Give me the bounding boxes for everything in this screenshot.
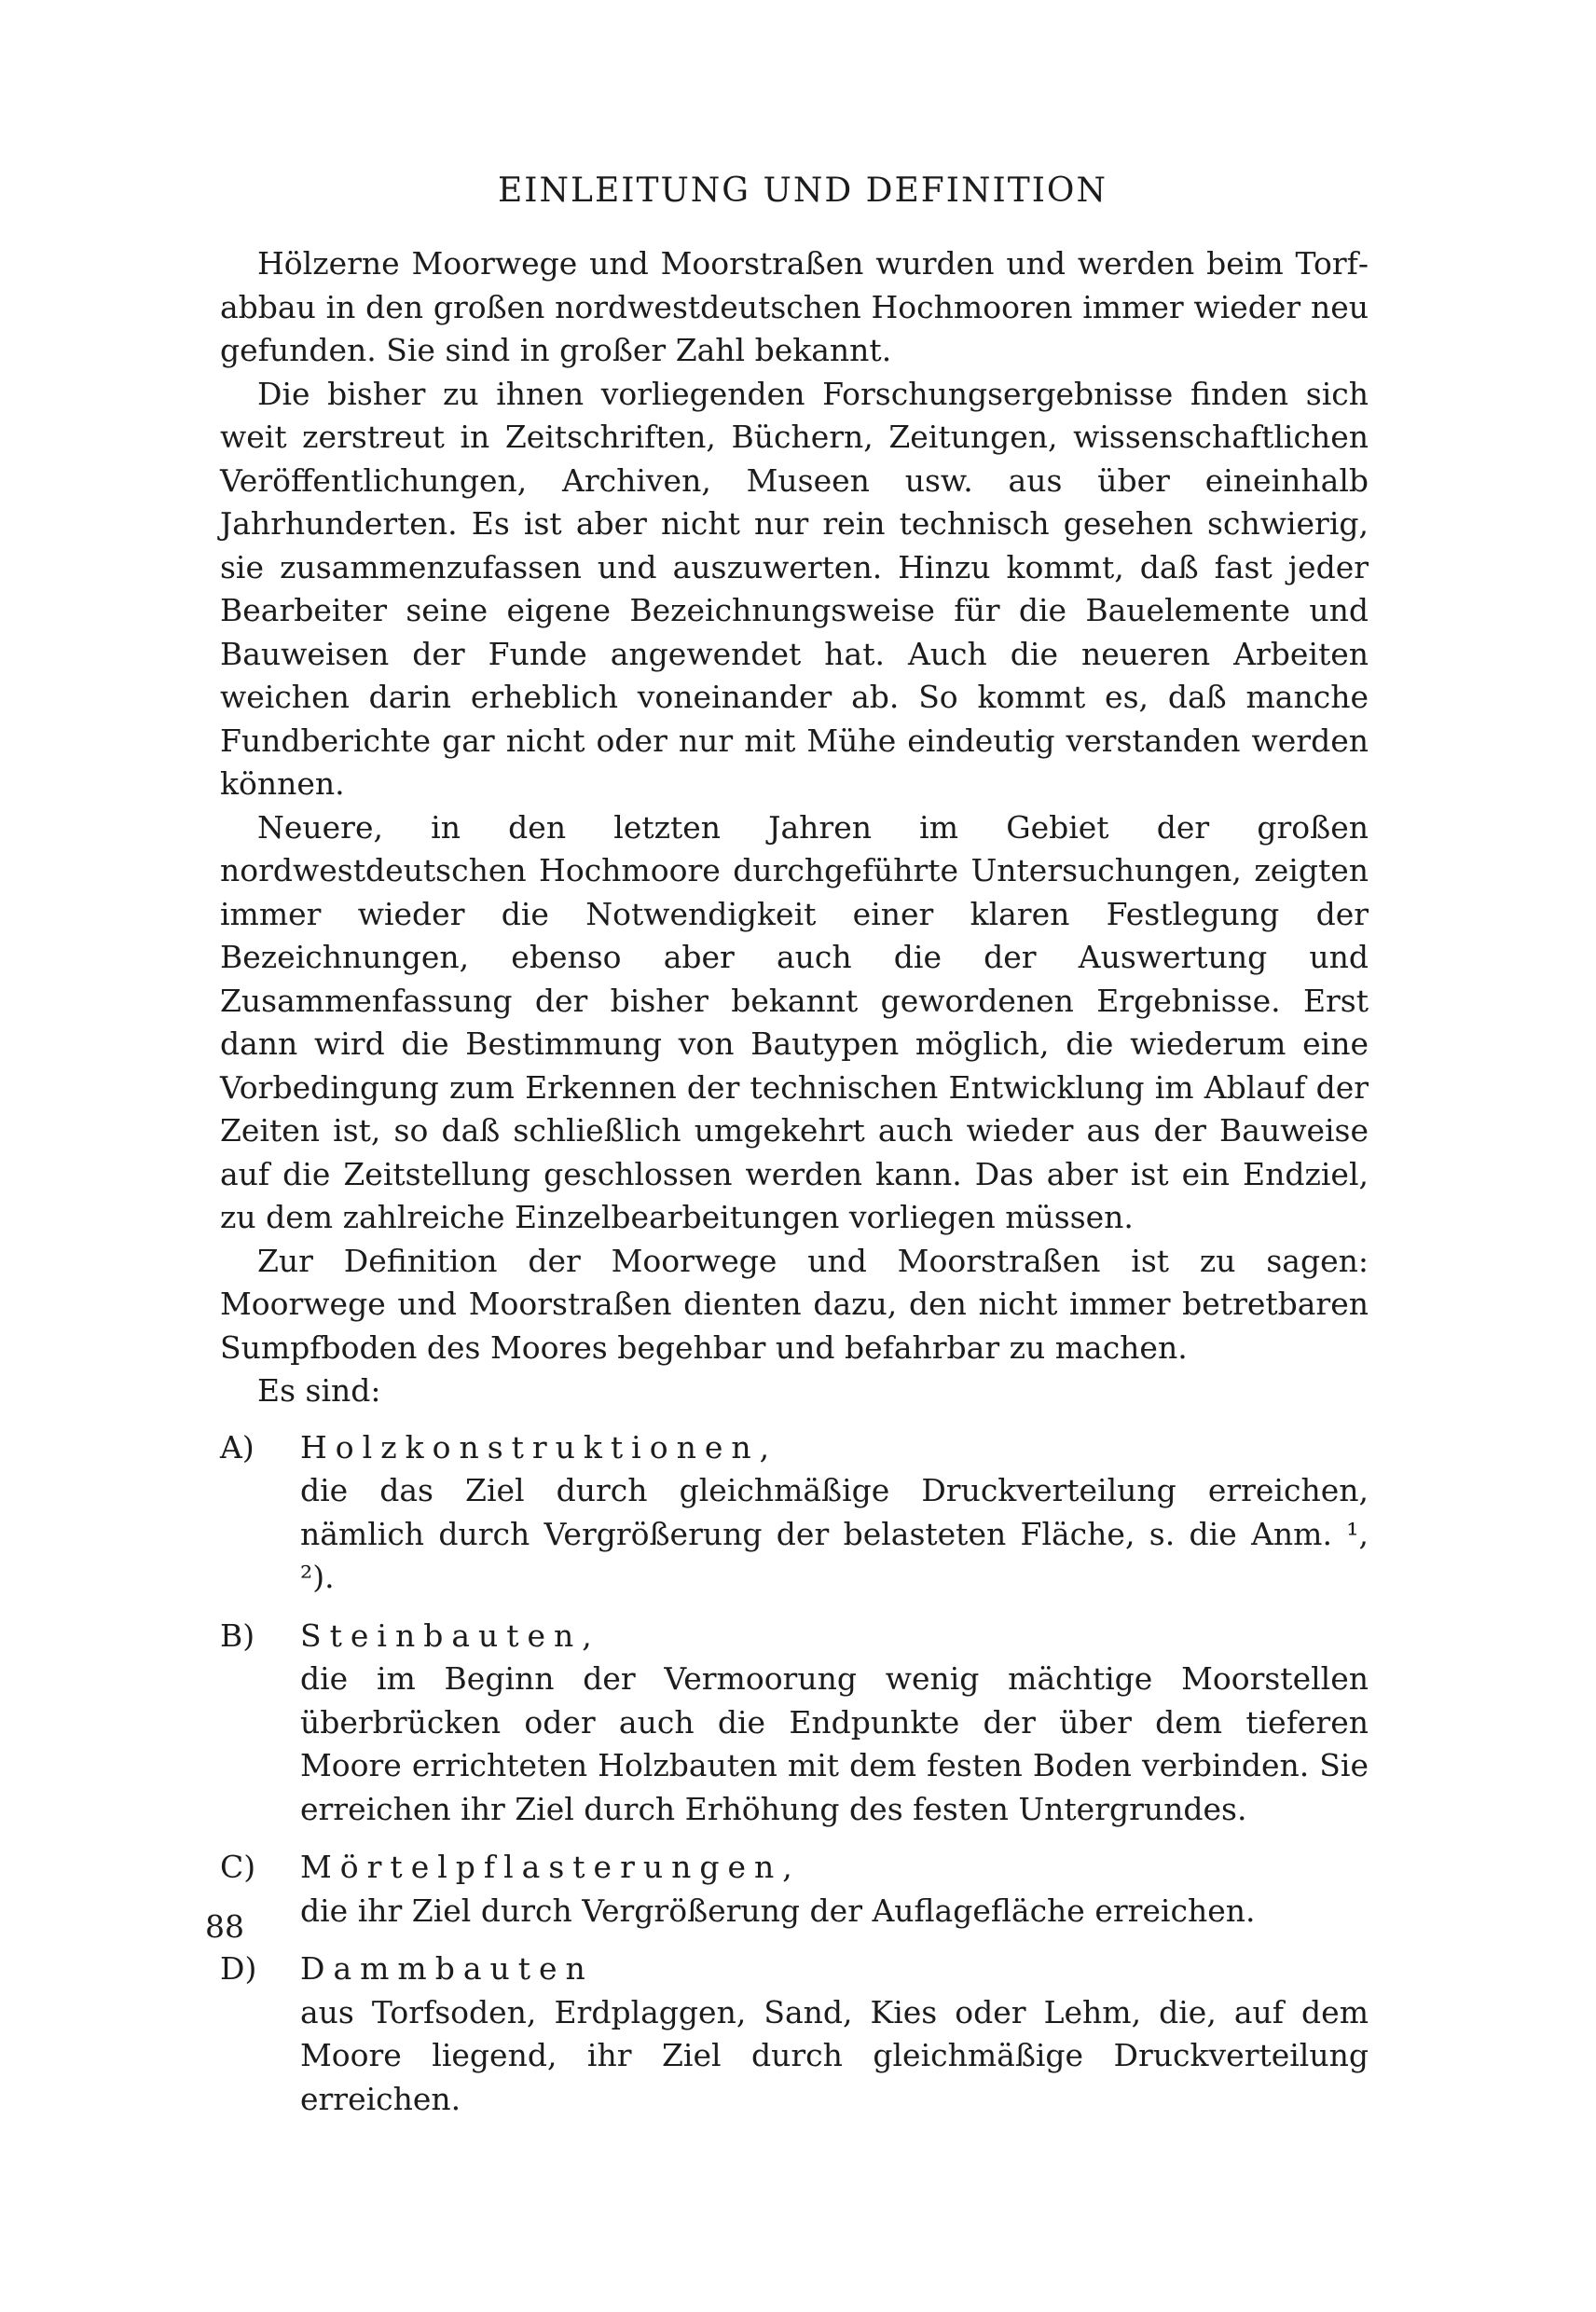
item-title: Holzkonstruktionen, (300, 1428, 778, 1466)
item-title: Steinbauten, (300, 1617, 600, 1654)
item-marker: B) (220, 1617, 255, 1654)
item-marker: D) (220, 1950, 257, 1987)
paragraph-3: Neuere, in den letzten Jahren im Gebiet der großen nordwestdeutschen Hochmoore durchgeführte Untersuchungen, zeigten immer wieder die Notwendigkeit einer klaren Festlegung der Bezeichnungen, ebenso aber auch die der Auswertung und Zusammenfassung der bisher bekannt gewordenen Ergebnisse. Erst dann wird die Bestimmung von Bautypen möglich, die wiederum eine Vorbedingung zum Erkennen der technischen Entwicklung im Ablauf der Zeiten ist, so daß schließlich umgekehrt auch wieder aus der Bauweise auf die Zeitstellung geschlossen werden kann. Das aber ist ein Endziel, zu dem zahlreiche Einzelbearbeitungen vorliegen müssen. (220, 808, 1369, 1235)
item-marker: C) (220, 1849, 256, 1885)
list-item (220, 1846, 1369, 1933)
item-title: Dammbauten (300, 1950, 594, 1987)
chapter-heading: EINLEITUNG UND DEFINITION (498, 172, 1108, 210)
paragraph-2: Die bisher zu ihnen vorliegenden Forschungsergebnisse finden sich weit zerstreut in Zeitschriften, Büchern, Zeitungen, wissenschaftlichen Veröffentlichungen, Archiven, Museen usw. aus über eineinhalb Jahrhunderten. Es ist aber nicht nur rein technisch gesehen schwierig, sie zusammenzufassen und auszuwerten. Hinzu kommt, daß fast jeder Bearbeiter seine eigene Bezeichnungsweise für die Bauelemente und Bauweisen der Funde angewendet hat. Auch die neueren Arbeiten weichen darin erheblich voneinander ab. So kommt es, daß manche Fundberichte gar nicht oder nur mit Mühe eindeutig verstanden werden können. (220, 375, 1369, 802)
item-text: die im Beginn der Vermoorung wenig mächtige Moorstellen überbrücken oder auch die Endpunkte der über dem tieferen Moore errichteten Holzbauten mit dem festen Boden verbinden. Sie erreichen ihr Ziel durch Erhöhung des festen Untergrundes. (300, 1660, 1369, 1827)
paragraph-1: Hölzerne Moorwege und Moorstraßen wurden und werden beim Torfabbau in den großen nordwestdeutschen Hochmooren immer wieder neu gefunden. Sie sind in großer Zahl bekannt. (220, 245, 1369, 368)
item-text: aus Torfsoden, Erdplaggen, Sand, Kies oder Lehm, die, auf dem Moore liegend, ihr Ziel durch gleichmäßige Druckverteilung erreichen. (300, 1993, 1369, 2117)
item-title: Mörtelpflasterungen, (300, 1849, 801, 1885)
text-block (220, 168, 1369, 2136)
definition-list (220, 1426, 1369, 2122)
item-text: die ihr Ziel durch Vergrößerung der Auflagefläche erreichen. (300, 1892, 1256, 1929)
list-item (220, 1615, 1369, 1832)
paragraph-5: Es sind: (257, 1372, 381, 1409)
list-item (220, 1947, 1369, 2121)
paragraph-4: Zur Definition der Moorwege und Moorstraßen ist zu sagen: Moorwege und Moorstraßen dienten dazu, den nicht immer betretbaren Sumpfboden des Moores begehbar und befahrbar zu machen. (220, 1242, 1369, 1366)
item-marker: A) (220, 1428, 255, 1466)
item-text: die das Ziel durch gleichmäßige Druckverteilung erreichen, nämlich durch Vergrößerung der belasteten Fläche, s. die Anm. ¹, ²). (300, 1472, 1369, 1595)
page-number: 88 (205, 1908, 244, 1945)
list-item (220, 1426, 1369, 1600)
